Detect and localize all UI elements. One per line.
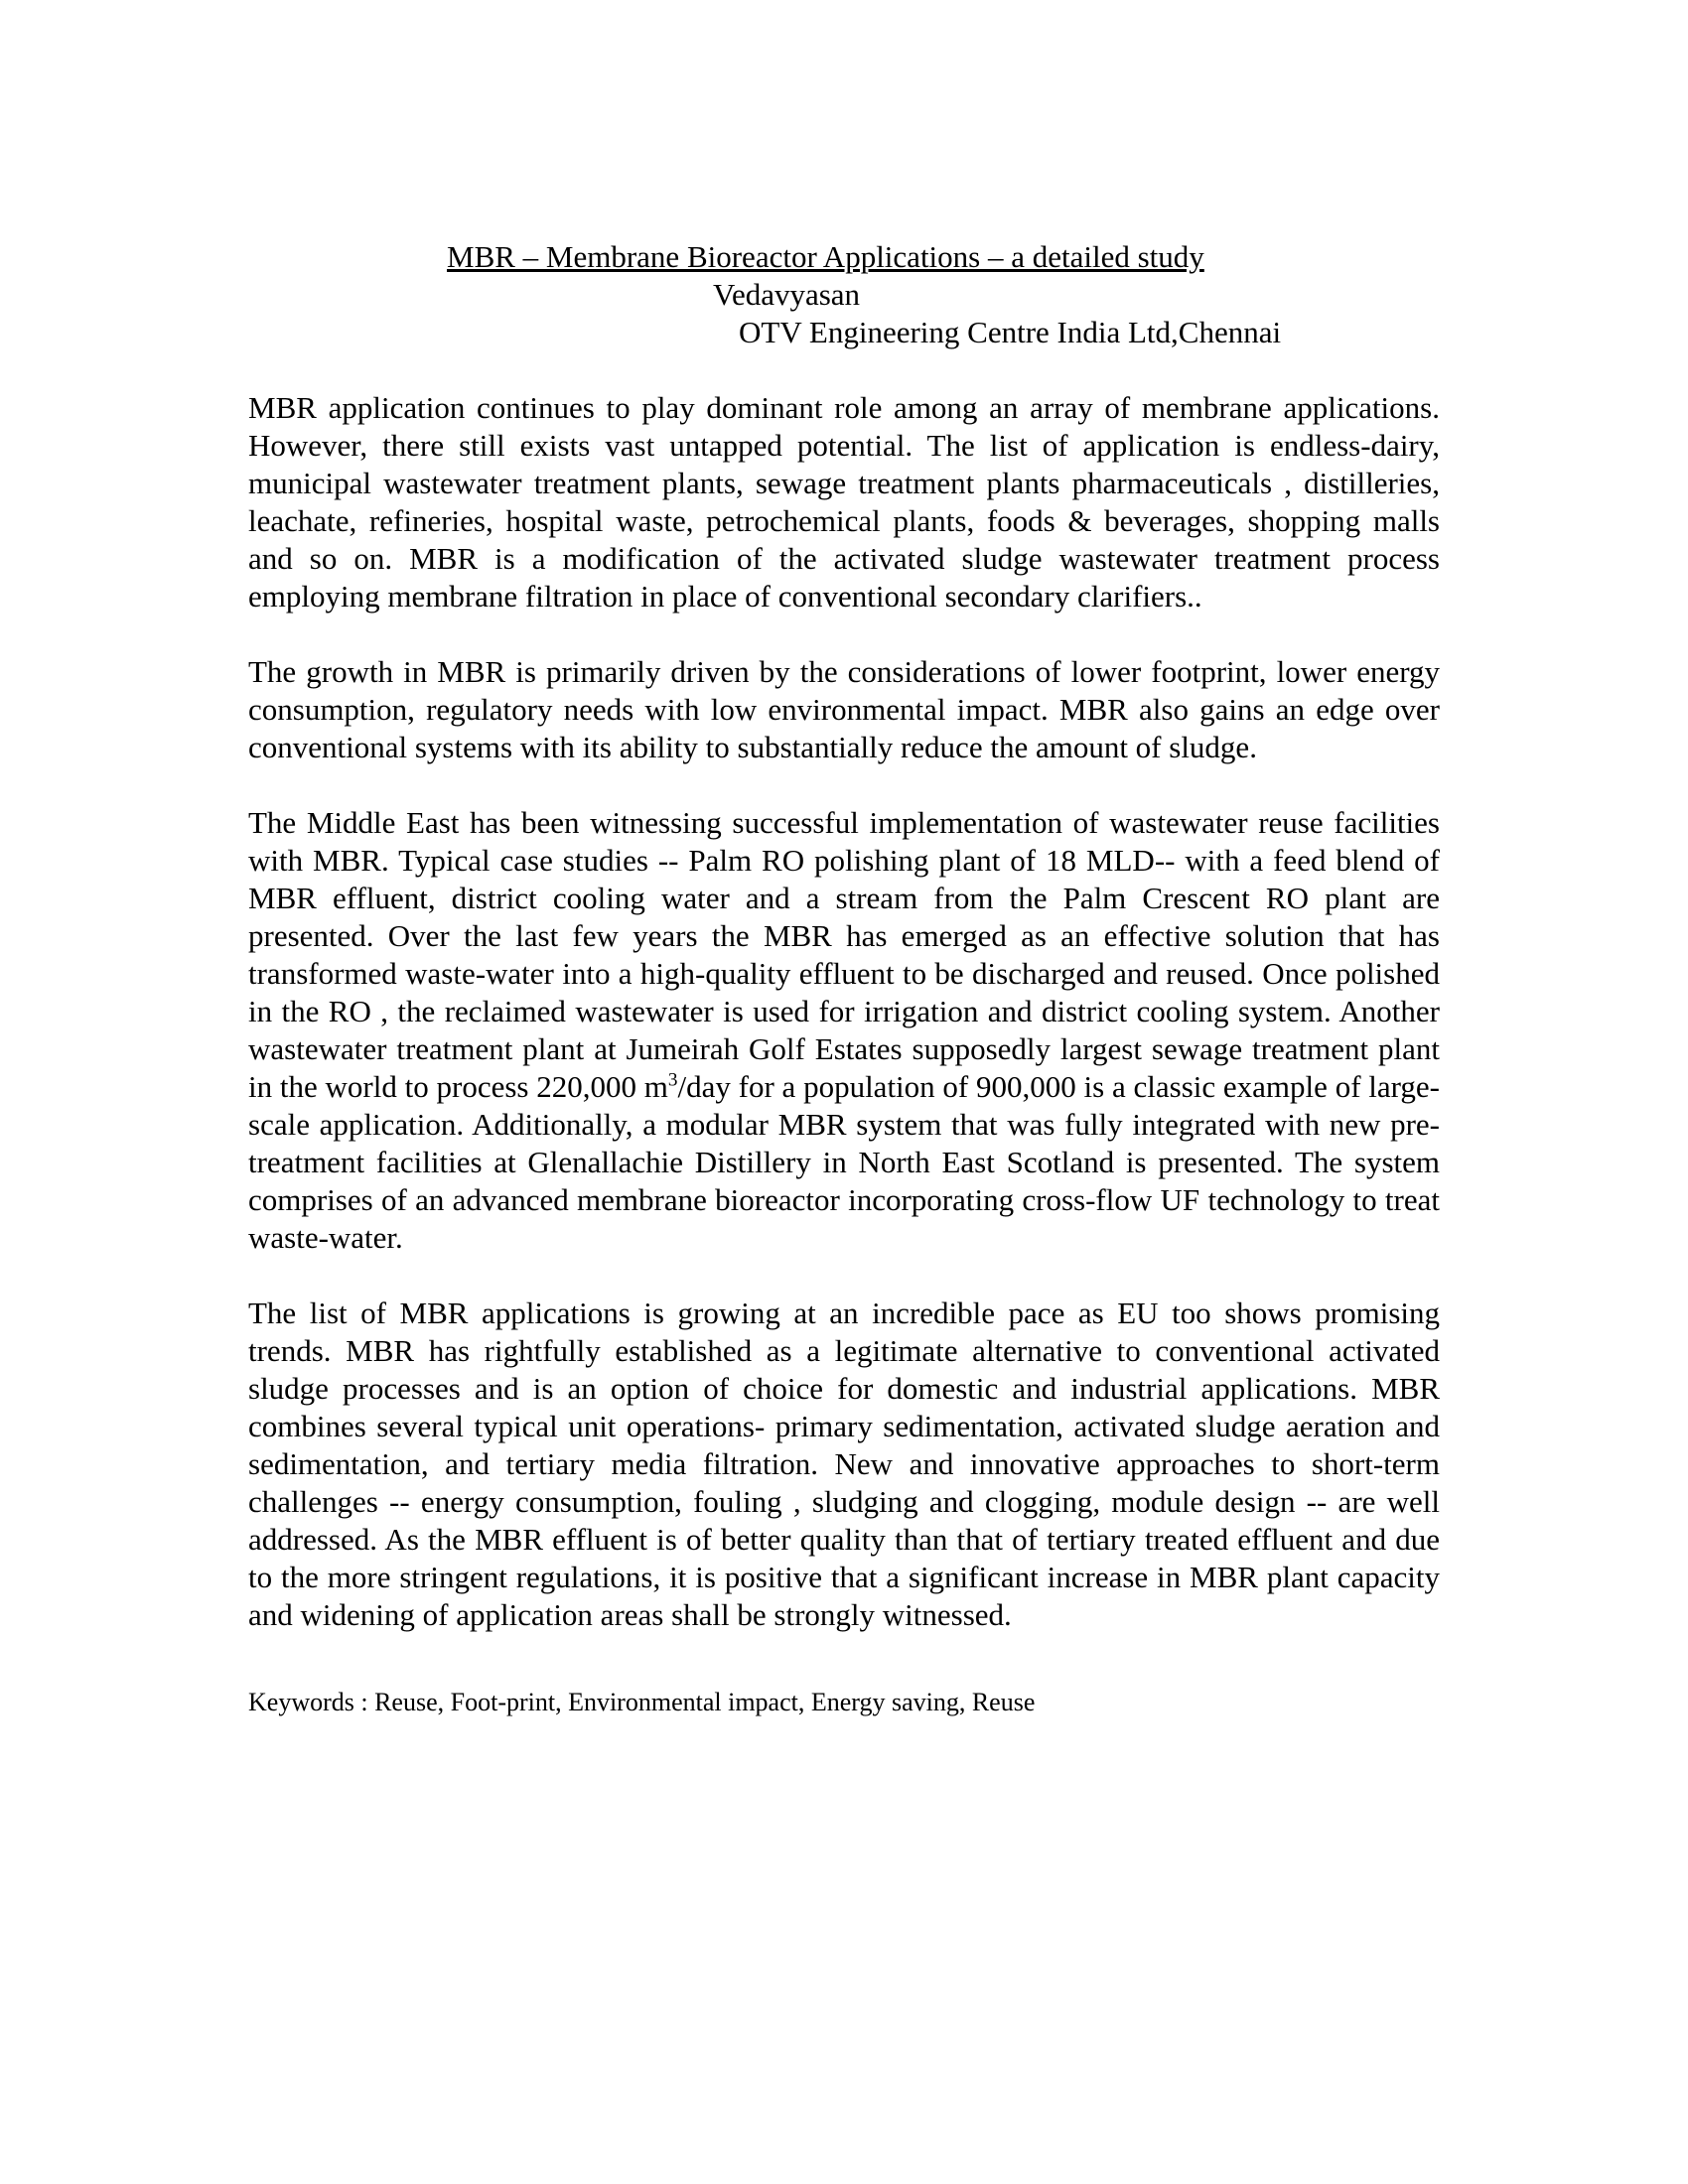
abstract-paragraph-2: The growth in MBR is primarily driven by the considerations of lower footprint, lower energy consumption, regulatory needs with low environmental impact. MBR also gains an edge over conventional systems with its ability to substantially reduce the amount of sludge. — [248, 654, 1440, 764]
title-block — [248, 238, 1440, 351]
author-affiliation: OTV Engineering Centre India Ltd,Chennai — [739, 315, 1282, 349]
cubic-meter-superscript: 3 — [667, 1069, 678, 1091]
abstract-paragraph-3 — [248, 804, 1440, 1257]
paragraph-3-text-after-superscript: /day for a population of 900,000 is a classic example of large-scale application. Additionally, a modular MBR system that was fully integrated with new pre-treatment facilities at Glenallachie Distillery in North East Scotland is presented. The system comprises of an advanced membrane bioreactor incorporating cross-flow UF technology to treat waste-water. — [248, 1069, 1440, 1255]
keywords-line — [248, 1686, 1440, 1719]
abstract-paragraph-1: MBR application continues to play dominant role among an array of membrane applications. However, there still exists vast untapped potential. The list of application is endless-dairy, municipal wastewater treatment plants, sewage treatment plants pharmaceuticals , distilleries, leachate, refineries, hospital waste, petrochemical plants, foods & beverages, shopping malls and so on. MBR is a modification of the activated sludge wastewater treatment process employing membrane filtration in place of conventional secondary clarifiers.. — [248, 390, 1440, 614]
paragraph-3-text-before-superscript: The Middle East has been witnessing successful implementation of wastewater reuse facilities with MBR. Typical case studies -- Palm RO polishing plant of 18 MLD-- with a feed blend of MBR effluent, district cooling water and a stream from the Palm Crescent RO plant are presented. Over the last few years the MBR has emerged as an effective solution that has transformed waste-water into a high-quality effluent to be discharged and reused. Once polished in the RO , the reclaimed wastewater is used for irrigation and district cooling system. Another wastewater treatment plant at Jumeirah Golf Estates supposedly largest sewage treatment plant in the world to process 220,000 m — [248, 805, 1440, 1104]
keywords-list: Reuse, Foot-print, Environmental impact, Energy saving, Reuse — [374, 1688, 1036, 1716]
paper-title: MBR – Membrane Bioreactor Applications – a detailed study — [447, 239, 1204, 274]
abstract-paragraph-4: The list of MBR applications is growing at an incredible pace as EU too shows promising trends. MBR has rightfully established as a legitimate alternative to conventional activated sludge processes and is an option of choice for domestic and industrial applications. MBR combines several typical unit operations- primary sedimentation, activated sludge aeration and sedimentation, and tertiary media filtration. New and innovative approaches to short-term challenges -- energy consumption, fouling , sludging and clogging, module design -- are well addressed. As the MBR effluent is of better quality than that of tertiary treated effluent and due to the more stringent regulations, it is positive that a significant increase in MBR plant capacity and widening of application areas shall be strongly witnessed. — [248, 1296, 1440, 1632]
keywords-label: Keywords : — [248, 1688, 375, 1716]
author-name: Vedavyasan — [713, 277, 861, 312]
